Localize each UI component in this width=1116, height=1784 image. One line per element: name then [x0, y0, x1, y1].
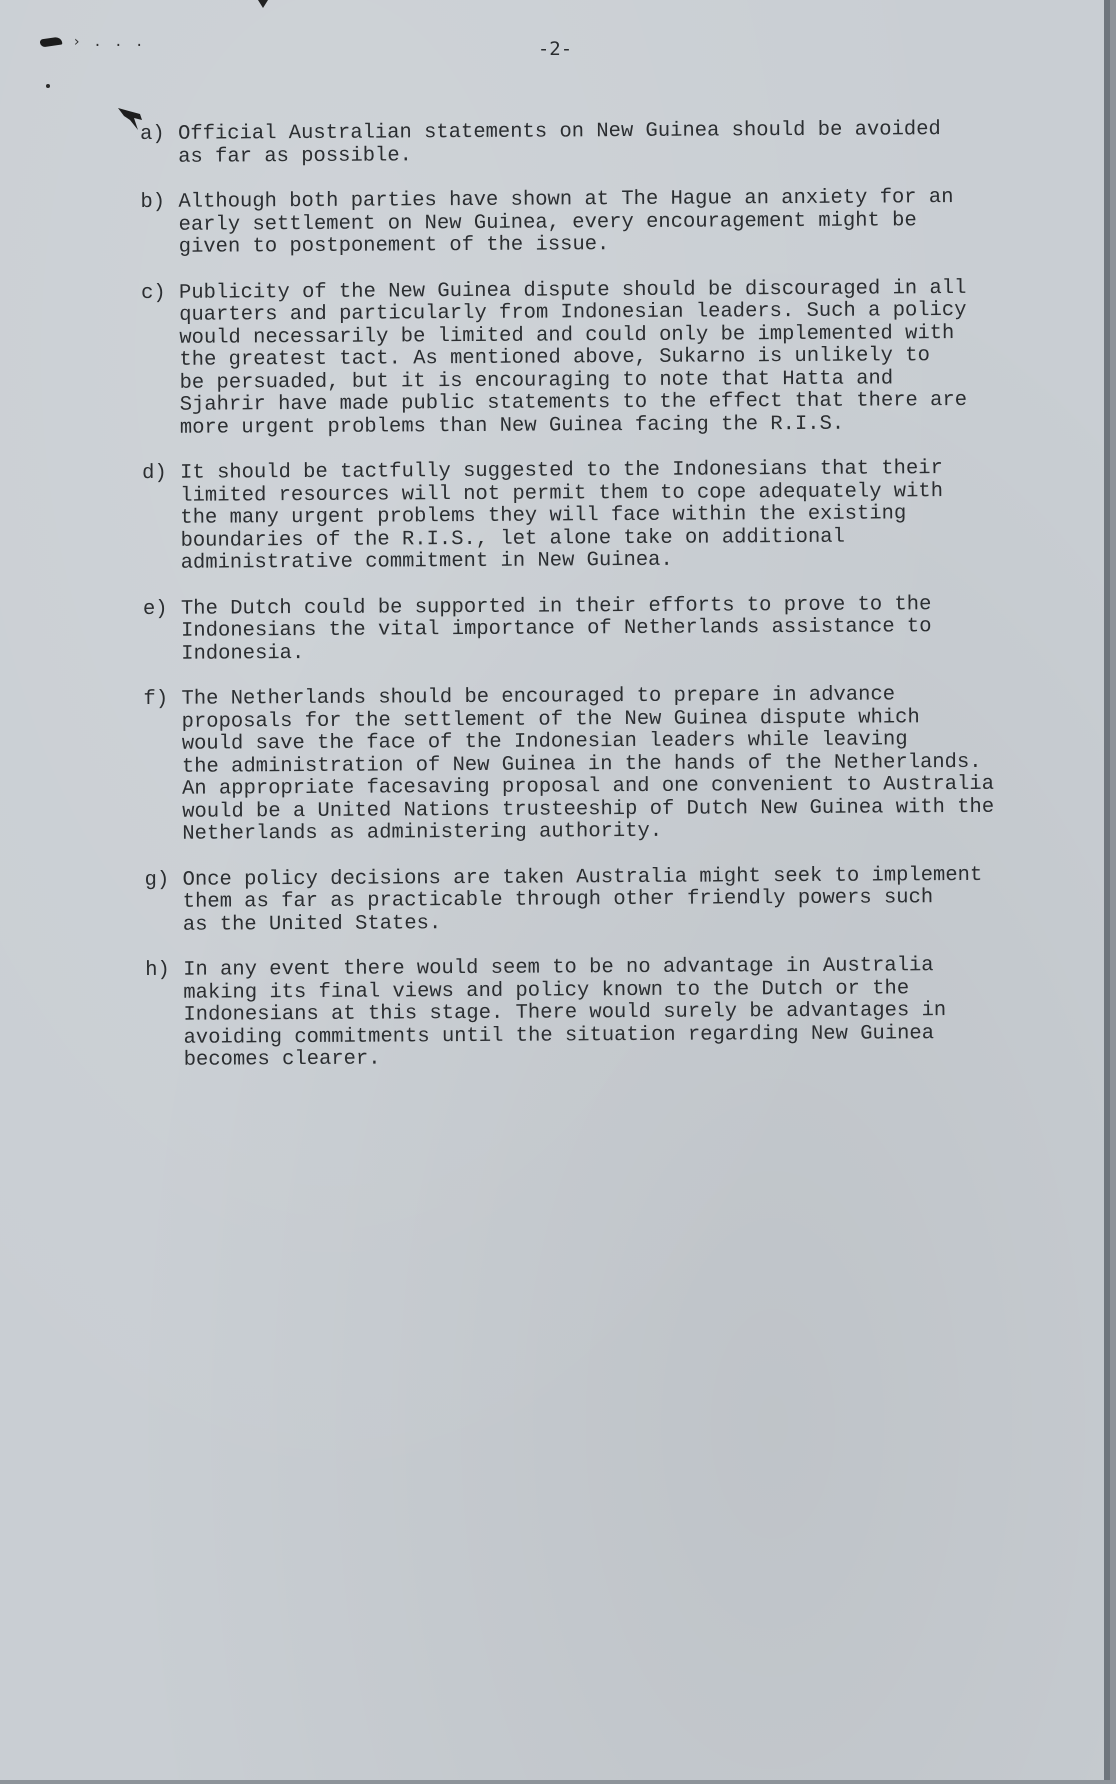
item-text: It should be tactfully suggested to the Indonesians that their limited resources will not permit them to cope adequately with the many urgent problems they will face within the existing boundaries of the R.I.S., let alone take on additional administrative commitment in New Guinea. [180, 457, 944, 575]
item-marker: h) [145, 958, 170, 982]
list-item-g [145, 864, 1085, 937]
item-text: Publicity of the New Guinea dispute should be discouraged in all quarters and particularly from Indonesian leaders. Such a policy would necessarily be limited and could only be implemented with the greatest tact. As mentioned above, Sukarno is unlikely to be persuaded, but it is encouraging to note that Hatta and Sjahrir have made public statements to the effect that there are more urgent problems than New Guinea facing the R.I.S. [178, 276, 968, 440]
item-marker: c) [140, 281, 166, 305]
item-marker: b) [140, 190, 166, 214]
item-marker: a) [139, 122, 165, 146]
binding-mark [258, 0, 268, 8]
item-text: In any event there would seem to be no advantage in Australia making its final views and policy known to the Dutch or the Indonesians at this stage. There would surely be advantages in avoiding commitments until the situation regarding New Guinea becomes clearer. [183, 954, 947, 1072]
item-text: The Dutch could be supported in their efforts to prove to the Indonesians the vital importance of Netherlands assistance to Indonesia. [180, 592, 932, 666]
item-marker: e) [142, 597, 168, 621]
item-marker: f) [143, 687, 169, 711]
list-item-c [141, 277, 1082, 440]
item-text: Official Australian statements on New Guinea should be avoided as far as possible. [177, 118, 941, 169]
list-item-e [143, 593, 1083, 666]
item-text: Once policy decisions are taken Australia might seek to implement them as far as practicable through other friendly powers such as the United States. [182, 863, 983, 937]
item-marker: d) [142, 461, 167, 485]
list-item-f [143, 683, 1084, 846]
item-text: Although both parties have shown at The Hague an anxiety for an early settlement on New Guinea, every encouragement might be given to postponement of the issue. [178, 186, 954, 259]
page-number: -2- [537, 38, 573, 60]
list-item-b [140, 186, 1080, 259]
list-item-a [140, 118, 1080, 169]
item-text: The Netherlands should be encouraged to prepare in advance proposals for the settlement of the New Guinea dispute which would save the face of the Indonesian leaders while leaving the administration of New Guinea in the hands of the Netherlands. An appropriate facesaving proposal and one convenient to Australia would be a United Nations trusteeship of Dutch New Guinea with the Netherlands as administering authority. [181, 683, 995, 846]
recommendation-list [140, 118, 1086, 1095]
list-item-h [145, 954, 1086, 1072]
corner-scribble: › . . . [40, 34, 145, 50]
item-marker: g) [144, 868, 170, 892]
ink-dot [46, 84, 50, 88]
list-item-d [142, 457, 1083, 575]
